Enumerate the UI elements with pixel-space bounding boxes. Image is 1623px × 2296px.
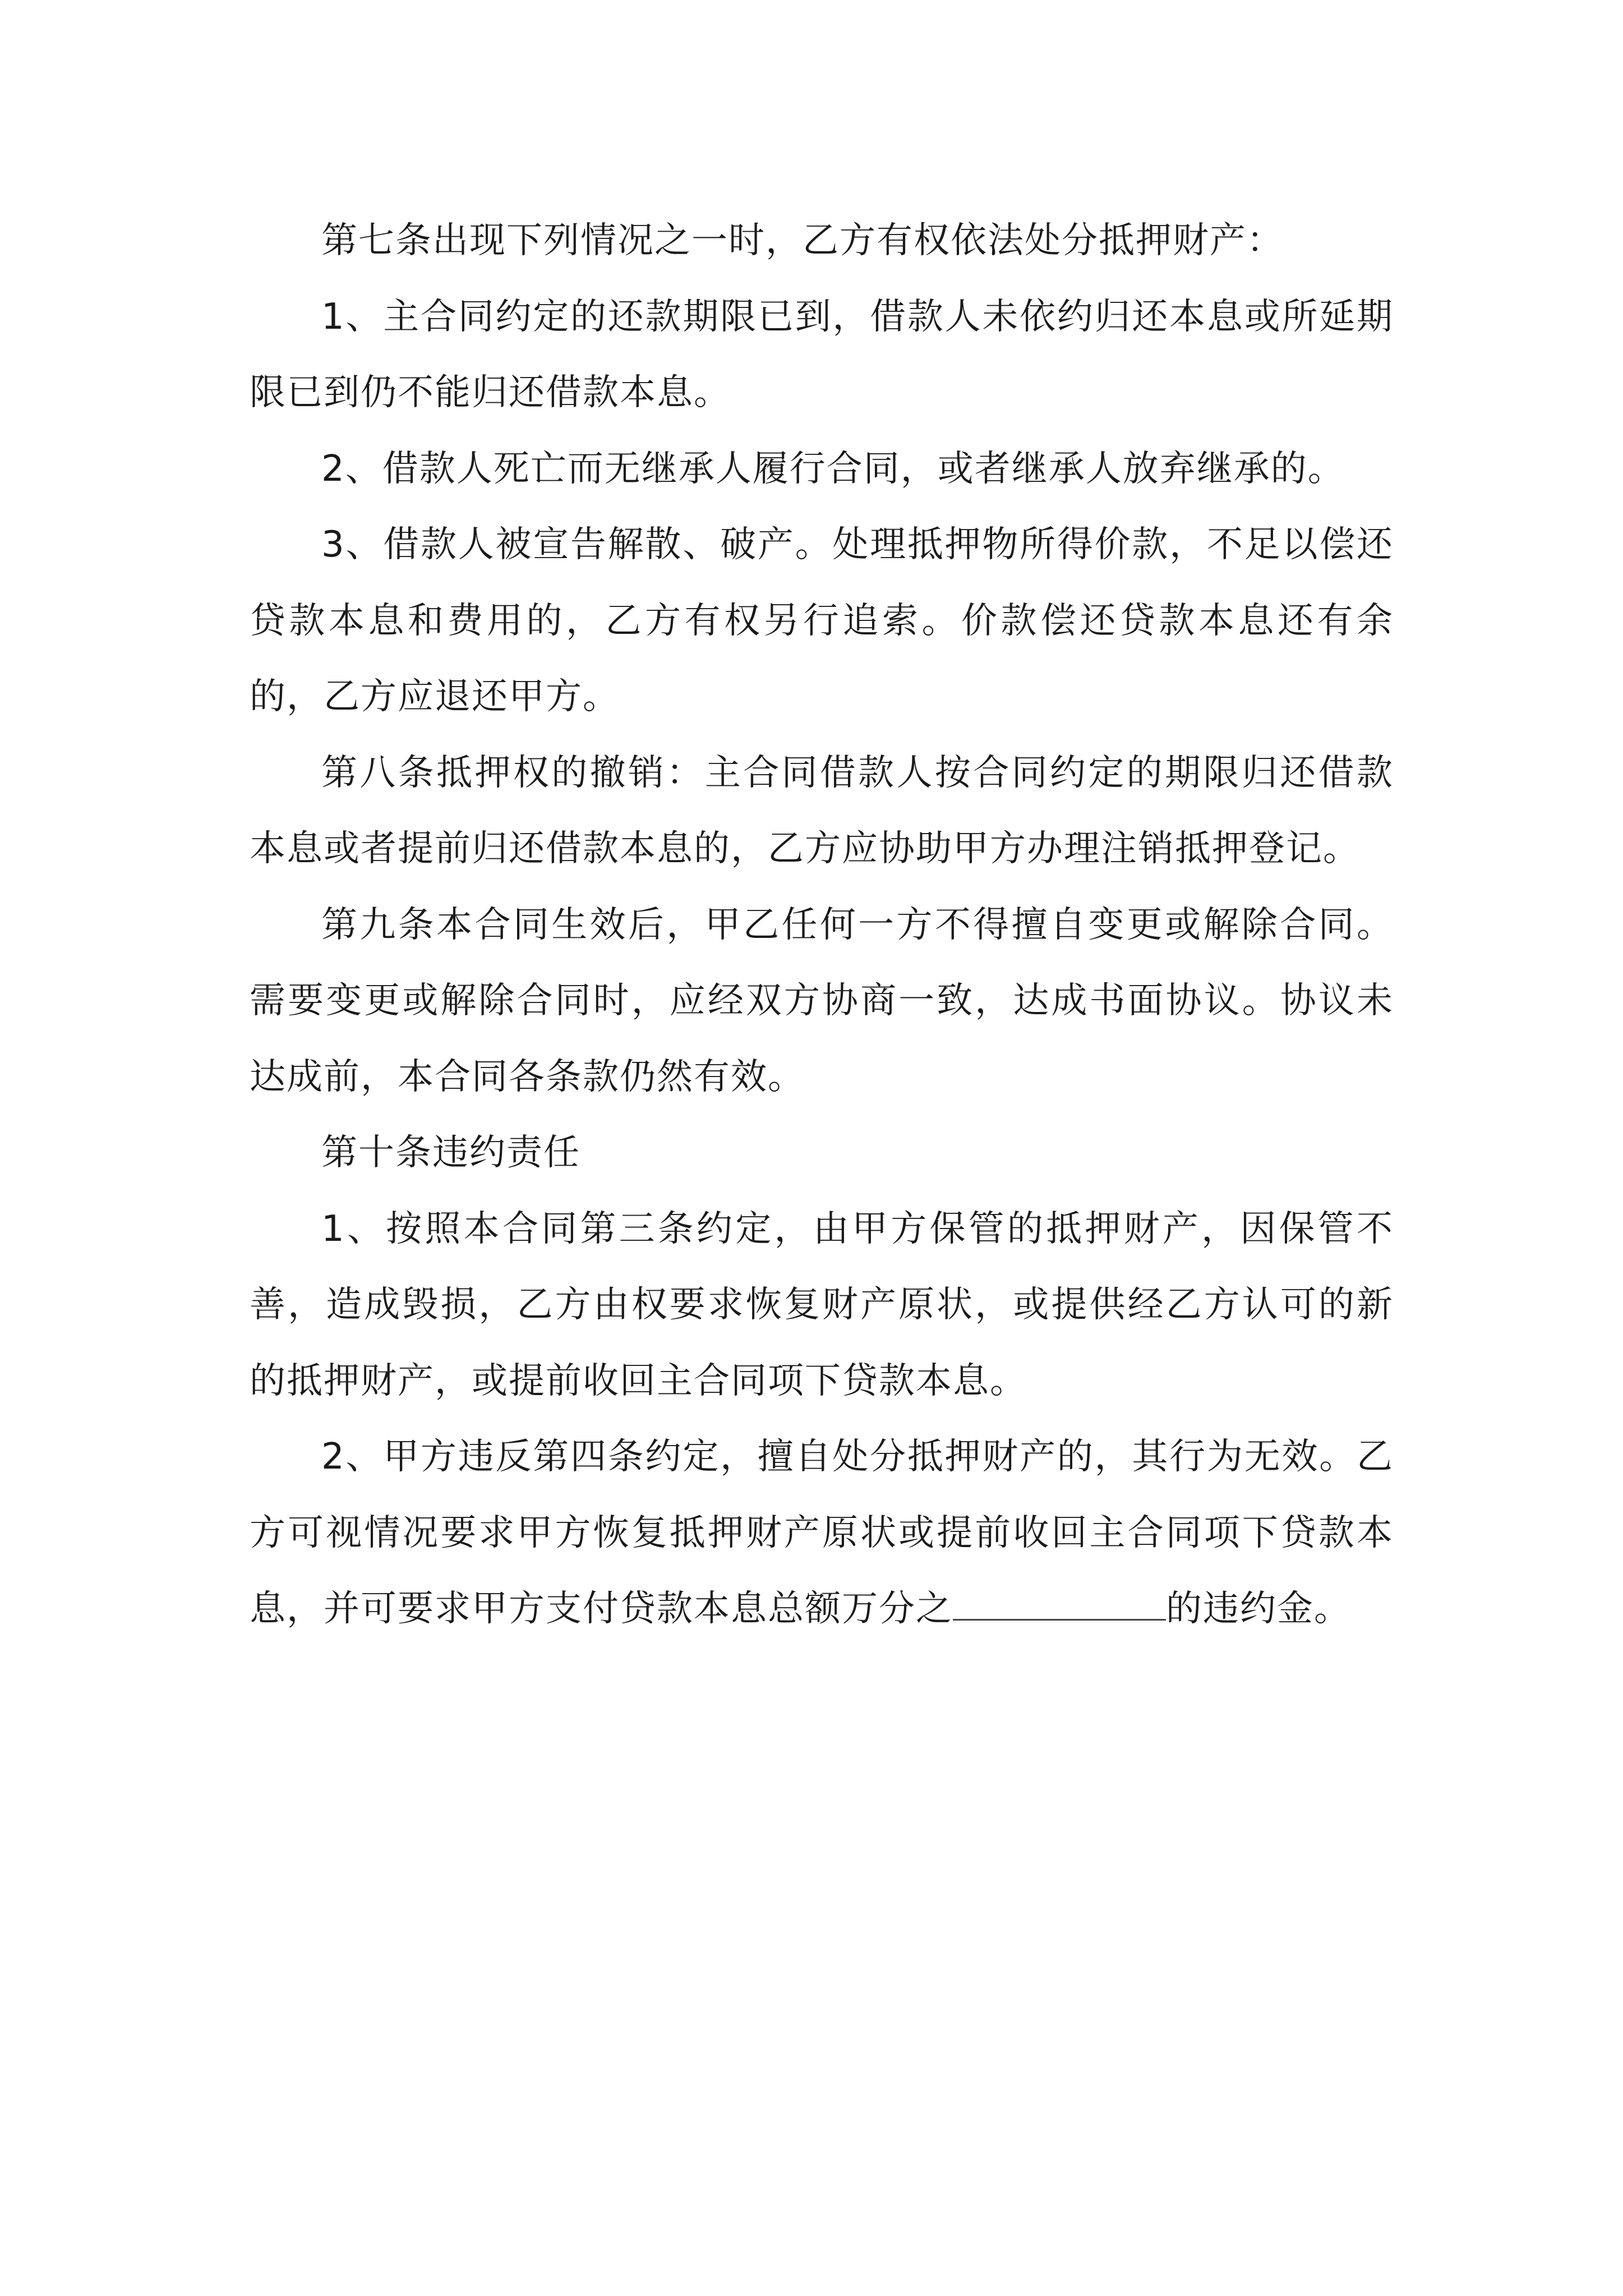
clause-10-item-2-tail: 的违约金。 bbox=[1166, 1588, 1351, 1630]
clause-7-item-1: 1、主合同约定的还款期限已到，借款人未依约归还本息或所延期限已到仍不能归还借款本息。 bbox=[250, 296, 1394, 413]
clause-9: 第九条本合同生效后，甲乙任何一方不得擅自变更或解除合同。需要变更或解除合同时，应经双方协商一致，达成书面协议。协议未达成前，本合同各条款仍然有效。 bbox=[250, 904, 1394, 1098]
clause-8: 第八条抵押权的撤销：主合同借款人按合同约定的期限归还借款本息或者提前归还借款本息的，乙方应协助甲方办理注销抵押登记。 bbox=[250, 752, 1394, 869]
clause-7-item-2: 2、借款人死亡而无继承人履行合同，或者继承人放弃继承的。 bbox=[321, 448, 1345, 490]
document-body bbox=[250, 203, 1394, 1648]
clause-10-item-2-text: 2、甲方违反第四条约定，擅自处分抵押财产的，其行为无效。乙方可视情况要求甲方恢复抵押财产原状或提前收回主合同项下贷款本息，并可要求甲方支付贷款本息总额万分之 bbox=[250, 1436, 1394, 1630]
clause-7-intro: 第七条出现下列情况之一时，乙方有权依法处分抵押财产： bbox=[321, 220, 1284, 261]
penalty-rate-blank bbox=[953, 1580, 1166, 1621]
clause-10-item-2 bbox=[250, 1419, 1394, 1648]
clause-10-item-1: 1、按照本合同第三条约定，由甲方保管的抵押财产，因保管不善，造成毁损，乙方由权要求恢复财产原状，或提供经乙方认可的新的抵押财产，或提前收回主合同项下贷款本息。 bbox=[250, 1208, 1394, 1402]
clause-7-item-3: 3、借款人被宣告解散、破产。处理抵押物所得价款，不足以偿还贷款本息和费用的，乙方有权另行追索。价款偿还贷款本息还有余的，乙方应退还甲方。 bbox=[250, 524, 1394, 717]
clause-10-heading: 第十条违约责任 bbox=[321, 1132, 580, 1174]
